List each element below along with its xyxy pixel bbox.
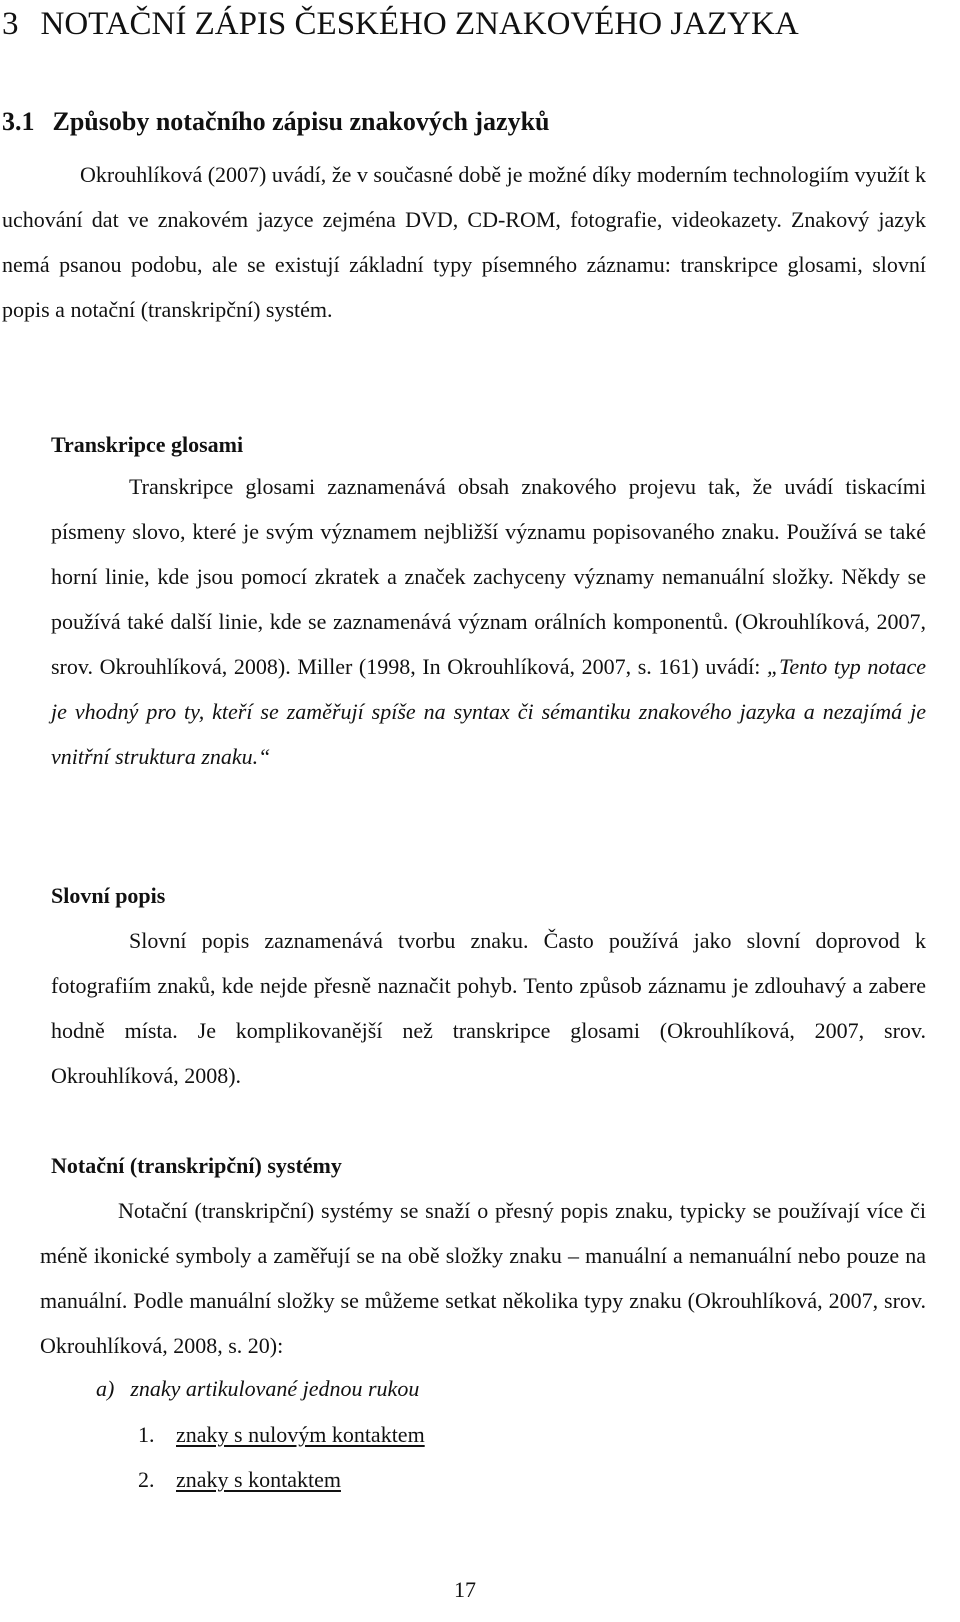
list-item [138, 1420, 425, 1450]
notation-paragraph: Notační (transkripční) systémy se snaží o přesný popis znaku, typicky se používají více či méně ikonické symboly a zaměřují se na obě složky znaku – manuální a nemanuální nebo pouze na manuální. Podle manuální složky se můžeme setkat několika typy znaku (Okrouhlíková, 2007, srov. Okrouhlíková, 2008, s. 20): [40, 1198, 926, 1358]
list-marker-a: a) [96, 1376, 115, 1401]
section-number: 3.1 [2, 107, 35, 136]
glosses-text: Transkripce glosami zaznamenává obsah znakového projevu tak, že uvádí tiskacími písmeny slovo, které je svým významem nejbližší významu popisovaného znaku. Používá se také horní linie, kde jsou pomocí zkratek a značek zachyceny významy nemanuální složky. Někdy se používá také další linie, kde se zaznamenává význam orálních komponentů. (Okrouhlíková, 2007, srov. Okrouhlíková, 2008). Miller (1998, In Okrouhlíková, 2007, s. 161) uvádí: [51, 474, 926, 679]
list-number: 1. [138, 1422, 155, 1447]
intro-paragraph: Okrouhlíková (2007) uvádí, že v současné době je možné díky moderním technologiím využít k uchování dat ve znakovém jazyce zejména DVD, CD-ROM, fotografie, videokazety. Znakový jazyk nemá psanou podobu, ale se existují základní typy písemného záznamu: transkripce glosami, slovní popis a notační (transkripční) systém. [2, 162, 926, 322]
list-item-a [96, 1374, 419, 1404]
verbal-paragraph: Slovní popis zaznamenává tvorbu znaku. Často používá jako slovní doprovod k fotografiím znaků, kde nejde přesně naznačit pohyb. Tento způsob záznamu je zdlouhavý a zabere hodně místa. Je komplikovanější než transkripce glosami (Okrouhlíková, 2007, srov. Okrouhlíková, 2008). [51, 928, 926, 1088]
list-item-text: znaky s nulovým kontaktem [176, 1422, 425, 1447]
glosses-paragraph [51, 464, 926, 779]
list-item [138, 1465, 341, 1495]
glosses-quote: „Tento typ notace je vhodný pro ty, kteří se zaměřují spíše na syntax či sémantiku znakového jazyka a nezajímá je vnitřní struktura znaku.“ [51, 654, 926, 769]
list-item-text: znaky s kontaktem [176, 1467, 341, 1492]
section-title: Způsoby notačního zápisu znakových jazyků [52, 107, 550, 136]
list-item-a-text: znaky artikulované jednou rukou [130, 1376, 420, 1401]
notation-heading: Notační (transkripční) systémy [51, 1153, 342, 1178]
list-number: 2. [138, 1467, 155, 1492]
glosses-heading: Transkripce glosami [51, 432, 244, 457]
chapter-number: 3 [2, 6, 19, 42]
section-heading [2, 104, 550, 140]
verbal-heading: Slovní popis [51, 883, 166, 908]
chapter-heading [2, 4, 799, 44]
page-number: 17 [454, 1577, 476, 1602]
chapter-title: NOTAČNÍ ZÁPIS ČESKÉHO ZNAKOVÉHO JAZYKA [40, 6, 799, 42]
